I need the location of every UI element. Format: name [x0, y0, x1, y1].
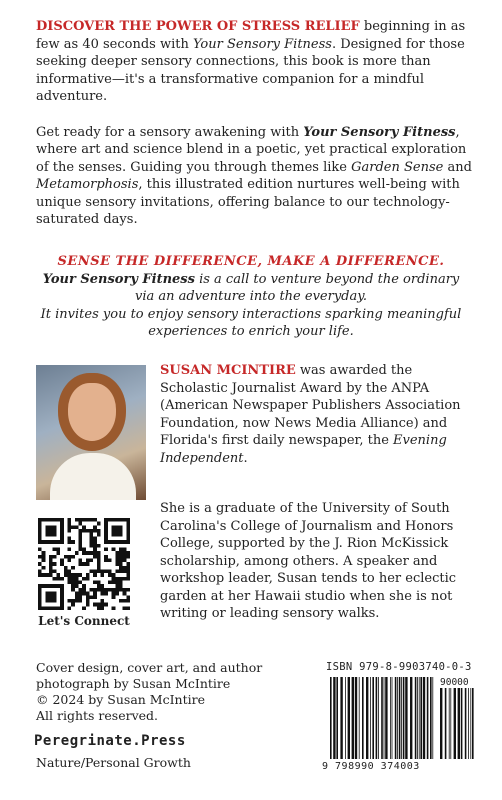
tagline-text: is a call to venture beyond the ordinary via an adventure into the everyday. [134, 271, 460, 304]
intro-text: and [443, 159, 472, 175]
author-face [68, 383, 116, 441]
author-bio-paragraph-2: She is a graduate of the University of South Carolina's College of Journalism and Honors College, supported by the J. Rion McKissick scholarship, among others. A speaker and workshop leader, Susan tends to her eclectic garden at her Hawaii studio when she is not writing or leading sensory walks. [160, 501, 457, 621]
bio-text: was awarded the Scholastic Journalist Award by the ANPA (American Newspaper Publishers Association Foundation, now News Media Alliance) and Florida's first daily newspaper, the [160, 363, 461, 448]
author-shirt [50, 453, 136, 500]
barcode-bars [440, 688, 474, 759]
intro-text: , where art and science blend in a poetic, yet practical exploration of the senses. Guiding you through themes like [36, 124, 467, 175]
qr-code[interactable] [38, 518, 130, 610]
intro-paragraph-2 [36, 124, 476, 229]
intro-text: Get ready for a sensory awakening with [36, 124, 304, 140]
credits-line: Cover design, cover art, and author [36, 660, 263, 675]
intro-text: beginning in as few as 40 seconds with [36, 19, 466, 52]
rights-line: All rights reserved. [36, 708, 159, 723]
barcode-bars [330, 677, 433, 759]
isbn-barcode [330, 677, 434, 759]
publisher-name: Peregrinate.Press [34, 733, 186, 749]
category-label: Nature/Personal Growth [36, 755, 191, 770]
theme-name: Garden Sense [351, 159, 444, 175]
stress-relief-heading: DISCOVER THE POWER OF STRESS RELIEF [36, 19, 360, 34]
credits-line: photograph by Susan McIntire [36, 676, 231, 691]
theme-name: Metamorphosis [36, 177, 139, 192]
author-photo [36, 365, 146, 500]
book-title: Your Sensory Fitness [42, 271, 195, 287]
tagline-heading: SENSE THE DIFFERENCE, MAKE A DIFFERENCE. [57, 254, 445, 269]
intro-paragraph-1 [36, 18, 476, 106]
tagline-line-a [36, 271, 466, 306]
book-title: Your Sensory Fitness [303, 124, 456, 140]
intro-text: . Designed for those seeking deeper sensory connections, this book is more than informative—it's a transformative companion for a mindful adventure. [36, 36, 465, 104]
book-title: Your Sensory Fitness [192, 36, 332, 52]
isbn-label: ISBN 979-8-9903740-0-3 [326, 661, 472, 673]
barcode-number: 9 798990 374003 [322, 761, 420, 772]
copyright-line: © 2024 by Susan McIntire [36, 692, 205, 707]
price-barcode [440, 688, 474, 759]
qr-modules [38, 518, 130, 610]
author-name: SUSAN MCINTIRE [160, 363, 296, 378]
credits-block [36, 660, 336, 724]
bio-text: . [243, 450, 248, 466]
author-bio-paragraph-1 [160, 362, 480, 467]
newspaper-name: Evening Independent [160, 433, 447, 466]
tagline-block [36, 253, 466, 341]
price-code: 90000 [440, 677, 469, 688]
intro-text: , this illustrated edition nurtures well-being with unique sensory invitations, offering balance to our technology-saturated days. [36, 177, 460, 227]
description-block [36, 18, 476, 247]
tagline-line-b: It invites you to enjoy sensory interactions sparking meaningful experiences to enrich your life. [40, 306, 462, 339]
qr-label: Let's Connect [38, 614, 130, 628]
